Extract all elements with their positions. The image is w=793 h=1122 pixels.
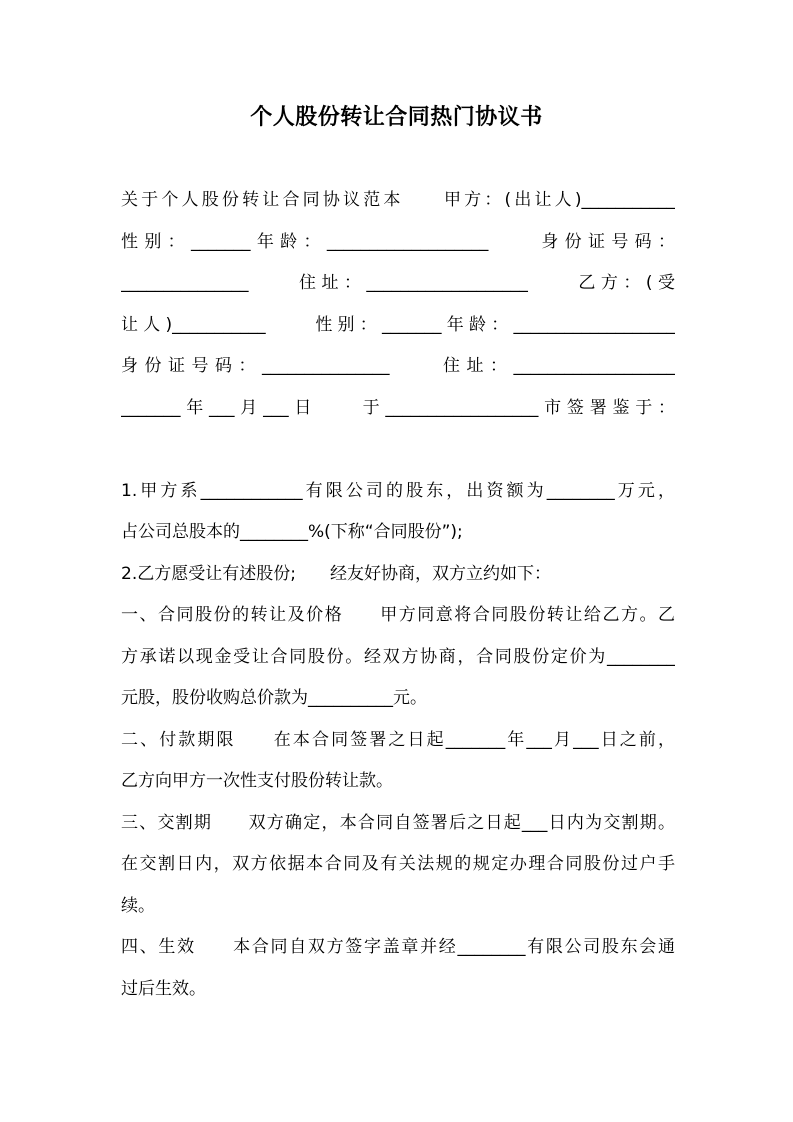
clause-line: 过后生效。 bbox=[121, 978, 206, 999]
preamble-line: _______年___月___日 于__________________市签署鉴于： bbox=[121, 397, 675, 418]
document-body bbox=[121, 180, 675, 1010]
clause-line: 三、交割期 双方确定，本合同自签署后之日起___日内为交割期。 bbox=[121, 812, 675, 833]
clause-line: 占公司总股本的________%(下称“合同股份”); bbox=[121, 522, 463, 542]
clause-line: 1.甲方系____________有限公司的股东，出资额为________万元， bbox=[121, 480, 675, 501]
preamble-line: 让人)___________ 性别：_______年龄：___________________ bbox=[121, 314, 675, 335]
clause-line: 一、合同股份的转让及价格 甲方同意将合同股份转让给乙方。乙 bbox=[121, 605, 675, 625]
clause-line: 2.乙方愿受让有述股份; 经友好协商，双方立约如下： bbox=[121, 563, 551, 584]
clause-line: 续。 bbox=[121, 895, 155, 916]
preamble-line: 性别：_______年龄：___________________ 身份证号码： bbox=[121, 231, 675, 252]
clause-line: 二、付款期限 在本合同签署之日起_______年___月___日之前， bbox=[121, 729, 675, 750]
clause-line: 方承诺以现金受让合同股份。经双方协商，合同股份定价为________ bbox=[121, 646, 675, 667]
paragraph-gap bbox=[121, 429, 675, 471]
clause-line: 四、生效 本合同自双方签字盖章并经________有限公司股东会通 bbox=[121, 937, 675, 957]
preamble-line: 关于个人股份转让合同协议范本 甲方：(出让人)___________ bbox=[121, 190, 675, 210]
preamble-line: 身份证号码：_______________ 住址：___________________ bbox=[121, 356, 675, 376]
preamble-line: _______________ 住址：___________________ 乙方：(受 bbox=[121, 273, 675, 293]
document-title: 个人股份转让合同热门协议书 bbox=[250, 105, 543, 130]
clause-line: 元股，股份收购总价款为__________元。 bbox=[121, 688, 427, 708]
clause-line: 乙方向甲方一次性支付股份转让款。 bbox=[121, 771, 393, 791]
clause-line: 在交割日内，双方依据本合同及有关法规的规定办理合同股份过户手 bbox=[121, 854, 675, 874]
